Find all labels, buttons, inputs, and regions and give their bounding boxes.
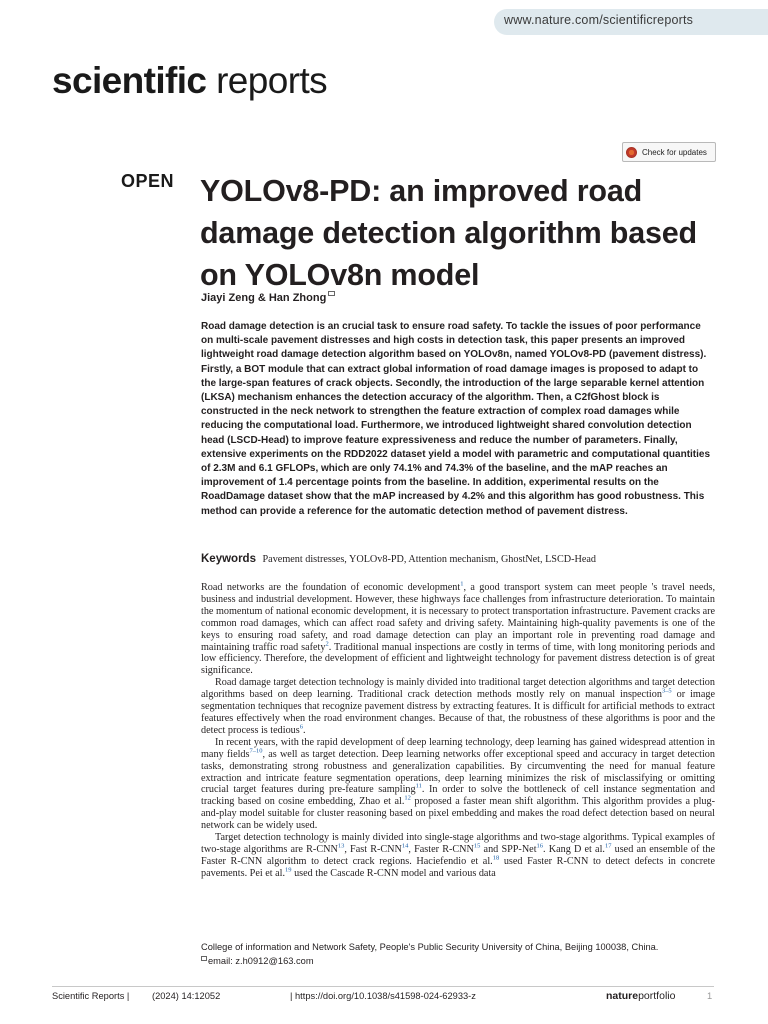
envelope-icon[interactable] bbox=[328, 291, 335, 296]
email-link[interactable]: email: z.h0912@163.com bbox=[208, 956, 314, 966]
paragraph: In recent years, with the rapid development of deep learning technology, deep learning has gained widespread attention in many fields$^{7-10}$, as well as target detection. Deep learning networks offer exceptional speed and accuracy in target detection tasks, demonstrating strong robustness and generalization capabilities. By circumventing the need for manual feature extraction and intricate feature segmentation operations, deep learning minimizes the risk of misclassifying or omitting crucial target features during pre-feature sampling$^{11}$. In order to solve the bottleneck of cell instance segmentation and tracking based on cosine embedding, Zhao et al.$^{12}$ proposed a faster mean shift algorithm. This algorithm provides a plug-and-play model suitable for cluster reasoning based on pixel embedding and makes the road defect detection based on neural network can be widely used. bbox=[201, 736, 715, 832]
affiliation: College of information and Network Safety, People's Public Security University of China, Beijing 100038, China. bbox=[201, 942, 659, 952]
body-text bbox=[201, 582, 715, 880]
citation-link[interactable]: 11 bbox=[415, 783, 422, 791]
citation-link[interactable]: 3–5 bbox=[661, 687, 672, 695]
keywords-section bbox=[201, 553, 715, 565]
brand-light-text: reports bbox=[206, 60, 328, 101]
journal-brand-logo[interactable] bbox=[52, 62, 327, 99]
check-for-updates-label: Check for updates bbox=[642, 147, 707, 157]
page-number: 1 bbox=[707, 991, 713, 1001]
citation-link[interactable]: 2 bbox=[325, 640, 329, 648]
citation-link[interactable]: 1 bbox=[460, 580, 464, 588]
citation-link[interactable]: 7–10 bbox=[249, 747, 263, 755]
check-for-updates-button[interactable] bbox=[622, 142, 716, 162]
citation-link[interactable]: 13 bbox=[337, 842, 345, 850]
citation-link[interactable]: 17 bbox=[604, 842, 612, 850]
citation-link[interactable]: 15 bbox=[473, 842, 481, 850]
paragraph: Target detection technology is mainly divided into single-stage algorithms and two-stage algorithms. Typical examples of two-stage algorithms are R-CNN$^{13}$, Fast R-CNN$^{14}$, Faster R-CNN$^{15}$ and SPP-Net$^{16}$. Kang D et al.$^{17}$ used an ensemble of the Faster R-CNN algorithm to detect crack regions. Haciefendio et al.$^{18}$ used Faster R-CNN to detect defects in concrete pavements. Pei et al.$^{19}$ used the Cascade R-CNN model and various data bbox=[201, 832, 715, 879]
citation-link[interactable]: 6 bbox=[299, 723, 303, 731]
email-line bbox=[201, 954, 721, 968]
paragraph: Road networks are the foundation of economic development$^1$, a good transport system can meet people 's travel needs, business and industrial development. However, these highways face challenges from infrastructure deterioration. To maintain the momentum of national economic development, it is necessary to protect transportation infrastructure. Pavement cracks are common road damages, which can affect road safety and driving safety. Maintaining high-quality pavements is one of the keys to ensuring road safety, and road damage detection can play an important role in preventing road damage and maintaining traffic road safety$^2$. Traditional manual inspections are costly in terms of time, with long monitoring periods and low efficiency. Therefore, the development of efficient and lightweight technology for pavement distress detection is of great significance. bbox=[201, 580, 716, 677]
page-footer bbox=[52, 991, 722, 1005]
journal-url-link[interactable]: www.nature.com/scientificreports bbox=[504, 13, 694, 27]
authors-text: Jiayi Zeng & Han Zhong bbox=[201, 292, 327, 304]
footer-divider bbox=[52, 986, 714, 987]
citation-link[interactable]: 19 bbox=[285, 866, 292, 874]
author-list bbox=[201, 291, 335, 304]
top-band bbox=[0, 0, 768, 52]
open-access-label: OPEN bbox=[121, 171, 175, 191]
envelope-icon bbox=[201, 956, 207, 961]
keywords-list: Pavement distresses, YOLOv8-PD, Attention mechanism, GhostNet, LSCD-Head bbox=[262, 554, 597, 565]
publisher-logo: natureportfolio bbox=[606, 990, 676, 1002]
affiliation-block bbox=[201, 940, 721, 968]
footer-journal: Scientific Reports | bbox=[52, 991, 130, 1001]
keywords-label: Keywords bbox=[201, 553, 256, 565]
article-title: YOLOv8-PD: an improved road damage detection algorithm based on YOLOv8n model bbox=[200, 174, 697, 292]
brand-bold-text: scientific bbox=[52, 60, 207, 101]
paragraph: Road damage target detection technology is mainly divided into traditional target detection algorithms and target detection algorithms based on deep learning. Traditional crack detection methods mostly rely on manual inspection$^{3-5}$ or image segmentation techniques that recognize pavement distress by extracting features. It is difficult for artificial methods to extract features effectively when the road environment changes. Because of that, the robustness of these algorithms is poor and the detect process is tedious$^6$. bbox=[201, 677, 715, 736]
abstract: Road damage detection is an crucial task to ensure road safety. To tackle the issues of poor performance on multi-scale pavement distresses and high costs in detection task, this paper presents an improved lightweight road damage detection algorithm based on YOLOv8n, named YOLOv8-PD (pavement distress). Firstly, a BOT module that can extract global information of road damage images is proposed to adapt to the large-span features of crack objects. Secondly, the introduction of the large separable kernel attention (LKSA) mechanism enhances the detection accuracy of the algorithm. Then, a C2fGhost block is constructed in the neck network to strengthen the feature extraction of complex road damages while reducing the computational load. Furthermore, we introduced lightweight shared convolution detection head (LSCD-Head) to improve feature expressiveness and reduce the number of parameters. Finally, extensive experiments on the RDD2022 dataset yield a model with parametric and computational quantities of 2.3M and 6.1 GFLOPs, which are only 74.1% and 74.3% of the baseline, and the mAP reaches an improvement of 1.4 percentage points from the baseline. In addition, experimental results on the RoadDamage dataset show that the mAP increased by 4.2% and this algorithm has good robustness. This method can provide a reference for the automatic detection method of pavement distress. bbox=[201, 321, 711, 517]
citation-link[interactable]: 12 bbox=[404, 794, 411, 802]
citation-link[interactable]: 14 bbox=[401, 842, 409, 850]
footer-volume: (2024) 14:12052 bbox=[152, 991, 221, 1001]
crossmark-icon bbox=[626, 147, 637, 158]
doi-link[interactable]: | https://doi.org/10.1038/s41598-024-62933-z bbox=[290, 991, 476, 1001]
citation-link[interactable]: 16 bbox=[536, 842, 544, 850]
citation-link[interactable]: 18 bbox=[492, 854, 500, 862]
